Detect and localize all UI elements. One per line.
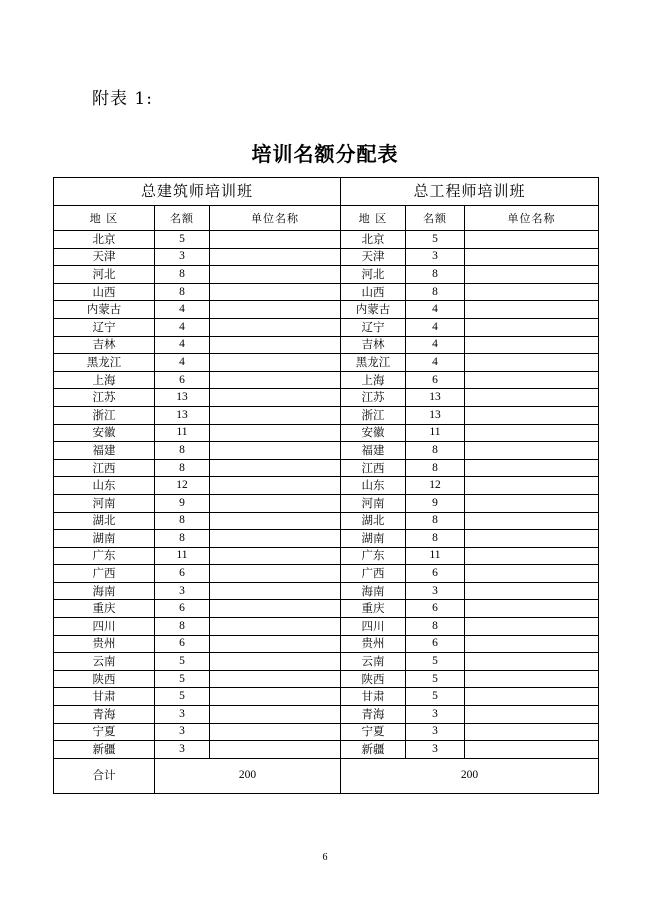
region-cell: 内蒙古 [341, 301, 406, 319]
quota-cell: 3 [155, 582, 210, 600]
quota-cell: 3 [155, 706, 210, 724]
col-quota-header: 名额 [155, 206, 210, 231]
region-cell: 重庆 [54, 600, 155, 618]
quota-cell: 4 [406, 354, 465, 372]
quota-cell: 6 [406, 371, 465, 389]
region-cell: 广东 [341, 547, 406, 565]
quota-cell: 8 [155, 283, 210, 301]
region-cell: 甘肃 [341, 688, 406, 706]
quota-cell: 5 [406, 670, 465, 688]
region-cell: 海南 [341, 582, 406, 600]
quota-cell: 5 [406, 231, 465, 249]
region-cell: 广东 [54, 547, 155, 565]
unit-name-cell [465, 283, 599, 301]
table-row [54, 354, 599, 372]
unit-name-cell [465, 512, 599, 530]
quota-cell: 6 [155, 371, 210, 389]
quota-cell: 6 [155, 635, 210, 653]
quota-cell: 3 [155, 741, 210, 759]
table-row [54, 301, 599, 319]
table-row [54, 600, 599, 618]
quota-cell: 5 [155, 688, 210, 706]
quota-cell: 5 [406, 653, 465, 671]
region-cell: 云南 [341, 653, 406, 671]
unit-name-cell [465, 248, 599, 266]
table-row [54, 582, 599, 600]
quota-cell: 4 [155, 318, 210, 336]
unit-name-cell [210, 231, 341, 249]
unit-name-cell [210, 424, 341, 442]
unit-name-cell [465, 741, 599, 759]
col-quota-header: 名额 [406, 206, 465, 231]
unit-name-cell [465, 530, 599, 548]
region-cell: 黑龙江 [54, 354, 155, 372]
unit-name-cell [465, 618, 599, 636]
table-row [54, 670, 599, 688]
region-cell: 湖北 [54, 512, 155, 530]
region-cell: 云南 [54, 653, 155, 671]
region-cell: 吉林 [54, 336, 155, 354]
quota-cell: 12 [155, 477, 210, 495]
quota-cell: 11 [406, 547, 465, 565]
region-cell: 四川 [341, 618, 406, 636]
table-row [54, 706, 599, 724]
region-cell: 宁夏 [54, 723, 155, 741]
region-cell: 青海 [54, 706, 155, 724]
table-row [54, 442, 599, 460]
unit-name-cell [465, 354, 599, 372]
unit-name-cell [465, 653, 599, 671]
region-cell: 贵州 [341, 635, 406, 653]
unit-name-cell [210, 336, 341, 354]
unit-name-cell [210, 635, 341, 653]
region-cell: 新疆 [54, 741, 155, 759]
quota-cell: 8 [155, 512, 210, 530]
table-row [54, 512, 599, 530]
region-cell: 福建 [341, 442, 406, 460]
quota-cell: 3 [406, 706, 465, 724]
region-cell: 山东 [54, 477, 155, 495]
region-cell: 甘肃 [54, 688, 155, 706]
unit-name-cell [465, 318, 599, 336]
region-cell: 山东 [341, 477, 406, 495]
unit-name-cell [465, 424, 599, 442]
unit-name-cell [465, 600, 599, 618]
quota-cell: 9 [406, 494, 465, 512]
region-cell: 吉林 [341, 336, 406, 354]
region-cell: 辽宁 [341, 318, 406, 336]
quota-cell: 5 [155, 231, 210, 249]
unit-name-cell [210, 371, 341, 389]
unit-name-cell [465, 477, 599, 495]
unit-name-cell [465, 706, 599, 724]
table-row [54, 248, 599, 266]
unit-name-cell [210, 442, 341, 460]
unit-name-cell [210, 670, 341, 688]
table-row [54, 371, 599, 389]
unit-name-cell [465, 336, 599, 354]
quota-cell: 5 [155, 653, 210, 671]
unit-name-cell [210, 406, 341, 424]
unit-name-cell [465, 670, 599, 688]
region-cell: 河南 [54, 494, 155, 512]
quota-cell: 13 [155, 389, 210, 407]
region-cell: 北京 [341, 231, 406, 249]
quota-cell: 6 [406, 600, 465, 618]
quota-cell: 6 [406, 635, 465, 653]
region-cell: 浙江 [54, 406, 155, 424]
quota-cell: 4 [406, 301, 465, 319]
region-cell: 河北 [54, 266, 155, 284]
page-title: 培训名额分配表 [251, 142, 399, 166]
unit-name-cell [210, 600, 341, 618]
quota-cell: 8 [406, 530, 465, 548]
region-cell: 陕西 [341, 670, 406, 688]
table-row [54, 477, 599, 495]
quota-cell: 6 [155, 565, 210, 583]
table-row [54, 723, 599, 741]
region-cell: 安徽 [54, 424, 155, 442]
region-cell: 上海 [341, 371, 406, 389]
col-unit-header: 单位名称 [465, 206, 599, 231]
region-cell: 河南 [341, 494, 406, 512]
region-cell: 黑龙江 [341, 354, 406, 372]
table-row [54, 618, 599, 636]
quota-cell: 11 [406, 424, 465, 442]
unit-name-cell [210, 318, 341, 336]
unit-name-cell [210, 301, 341, 319]
unit-name-cell [210, 459, 341, 477]
unit-name-cell [210, 547, 341, 565]
unit-name-cell [210, 688, 341, 706]
region-cell: 宁夏 [341, 723, 406, 741]
region-cell: 重庆 [341, 600, 406, 618]
unit-name-cell [210, 530, 341, 548]
region-cell: 天津 [54, 248, 155, 266]
region-cell: 福建 [54, 442, 155, 460]
region-cell: 北京 [54, 231, 155, 249]
unit-name-cell [465, 547, 599, 565]
col-region-header: 地 区 [54, 206, 155, 231]
unit-name-cell [210, 653, 341, 671]
unit-name-cell [465, 459, 599, 477]
quota-cell: 5 [406, 688, 465, 706]
table-row [54, 336, 599, 354]
architect-total: 200 [155, 758, 341, 793]
quota-cell: 4 [406, 336, 465, 354]
region-cell: 青海 [341, 706, 406, 724]
quota-cell: 3 [406, 248, 465, 266]
unit-name-cell [210, 706, 341, 724]
quota-cell: 3 [406, 741, 465, 759]
quota-cell: 3 [155, 248, 210, 266]
quota-cell: 13 [155, 406, 210, 424]
column-header-row [54, 206, 599, 231]
table-row [54, 688, 599, 706]
quota-cell: 3 [406, 723, 465, 741]
region-cell: 天津 [341, 248, 406, 266]
quota-cell: 4 [155, 336, 210, 354]
col-region-header: 地 区 [341, 206, 406, 231]
unit-name-cell [465, 582, 599, 600]
table-row [54, 283, 599, 301]
quota-cell: 4 [406, 318, 465, 336]
quota-cell: 3 [406, 582, 465, 600]
total-label: 合计 [54, 758, 155, 793]
quota-cell: 4 [155, 301, 210, 319]
region-cell: 山西 [341, 283, 406, 301]
region-cell: 湖北 [341, 512, 406, 530]
table-row [54, 266, 599, 284]
region-cell: 河北 [341, 266, 406, 284]
quota-cell: 6 [155, 600, 210, 618]
table-row [54, 494, 599, 512]
region-cell: 陕西 [54, 670, 155, 688]
unit-name-cell [465, 442, 599, 460]
unit-name-cell [210, 565, 341, 583]
quota-cell: 8 [155, 618, 210, 636]
unit-name-cell [210, 248, 341, 266]
quota-cell: 11 [155, 424, 210, 442]
group-engineer-header: 总工程师培训班 [341, 178, 599, 206]
region-cell: 江苏 [341, 389, 406, 407]
unit-name-cell [465, 266, 599, 284]
region-cell: 内蒙古 [54, 301, 155, 319]
unit-name-cell [210, 741, 341, 759]
unit-name-cell [465, 406, 599, 424]
quota-allocation-table [53, 177, 599, 794]
region-cell: 辽宁 [54, 318, 155, 336]
table-row [54, 424, 599, 442]
quota-cell: 6 [406, 565, 465, 583]
unit-name-cell [465, 494, 599, 512]
unit-name-cell [465, 389, 599, 407]
unit-name-cell [465, 635, 599, 653]
table-row [54, 318, 599, 336]
quota-cell: 9 [155, 494, 210, 512]
unit-name-cell [210, 283, 341, 301]
unit-name-cell [210, 582, 341, 600]
region-cell: 四川 [54, 618, 155, 636]
region-cell: 江苏 [54, 389, 155, 407]
quota-cell: 12 [406, 477, 465, 495]
engineer-total: 200 [341, 758, 599, 793]
unit-name-cell [465, 565, 599, 583]
region-cell: 湖南 [341, 530, 406, 548]
quota-cell: 8 [155, 530, 210, 548]
unit-name-cell [465, 301, 599, 319]
unit-name-cell [210, 389, 341, 407]
unit-name-cell [465, 688, 599, 706]
region-cell: 海南 [54, 582, 155, 600]
region-cell: 江西 [54, 459, 155, 477]
unit-name-cell [210, 618, 341, 636]
total-row [54, 758, 599, 793]
quota-cell: 8 [155, 266, 210, 284]
table-row [54, 459, 599, 477]
quota-cell: 8 [406, 266, 465, 284]
unit-name-cell [465, 371, 599, 389]
table-row [54, 565, 599, 583]
quota-cell: 11 [155, 547, 210, 565]
table-row [54, 530, 599, 548]
unit-name-cell [210, 723, 341, 741]
region-cell: 广西 [54, 565, 155, 583]
table-row [54, 741, 599, 759]
quota-cell: 13 [406, 406, 465, 424]
group-header-row [54, 178, 599, 206]
unit-name-cell [465, 723, 599, 741]
group-architect-header: 总建筑师培训班 [54, 178, 341, 206]
region-cell: 新疆 [341, 741, 406, 759]
region-cell: 安徽 [341, 424, 406, 442]
region-cell: 贵州 [54, 635, 155, 653]
unit-name-cell [210, 477, 341, 495]
region-cell: 湖南 [54, 530, 155, 548]
unit-name-cell [465, 231, 599, 249]
quota-cell: 8 [155, 459, 210, 477]
quota-cell: 8 [406, 618, 465, 636]
unit-name-cell [210, 266, 341, 284]
quota-cell: 3 [155, 723, 210, 741]
region-cell: 上海 [54, 371, 155, 389]
quota-cell: 13 [406, 389, 465, 407]
quota-cell: 5 [155, 670, 210, 688]
unit-name-cell [210, 354, 341, 372]
table-row [54, 231, 599, 249]
table-row [54, 653, 599, 671]
quota-cell: 8 [406, 459, 465, 477]
page-number: 6 [322, 852, 328, 863]
region-cell: 山西 [54, 283, 155, 301]
table-row [54, 406, 599, 424]
table-row [54, 547, 599, 565]
table-row [54, 389, 599, 407]
quota-cell: 8 [406, 442, 465, 460]
region-cell: 江西 [341, 459, 406, 477]
unit-name-cell [210, 494, 341, 512]
table-row [54, 635, 599, 653]
quota-cell: 8 [406, 512, 465, 530]
annex-label: 附表 1: [92, 89, 153, 109]
col-unit-header: 单位名称 [210, 206, 341, 231]
unit-name-cell [210, 512, 341, 530]
quota-cell: 4 [155, 354, 210, 372]
quota-cell: 8 [406, 283, 465, 301]
region-cell: 广西 [341, 565, 406, 583]
region-cell: 浙江 [341, 406, 406, 424]
quota-cell: 8 [155, 442, 210, 460]
